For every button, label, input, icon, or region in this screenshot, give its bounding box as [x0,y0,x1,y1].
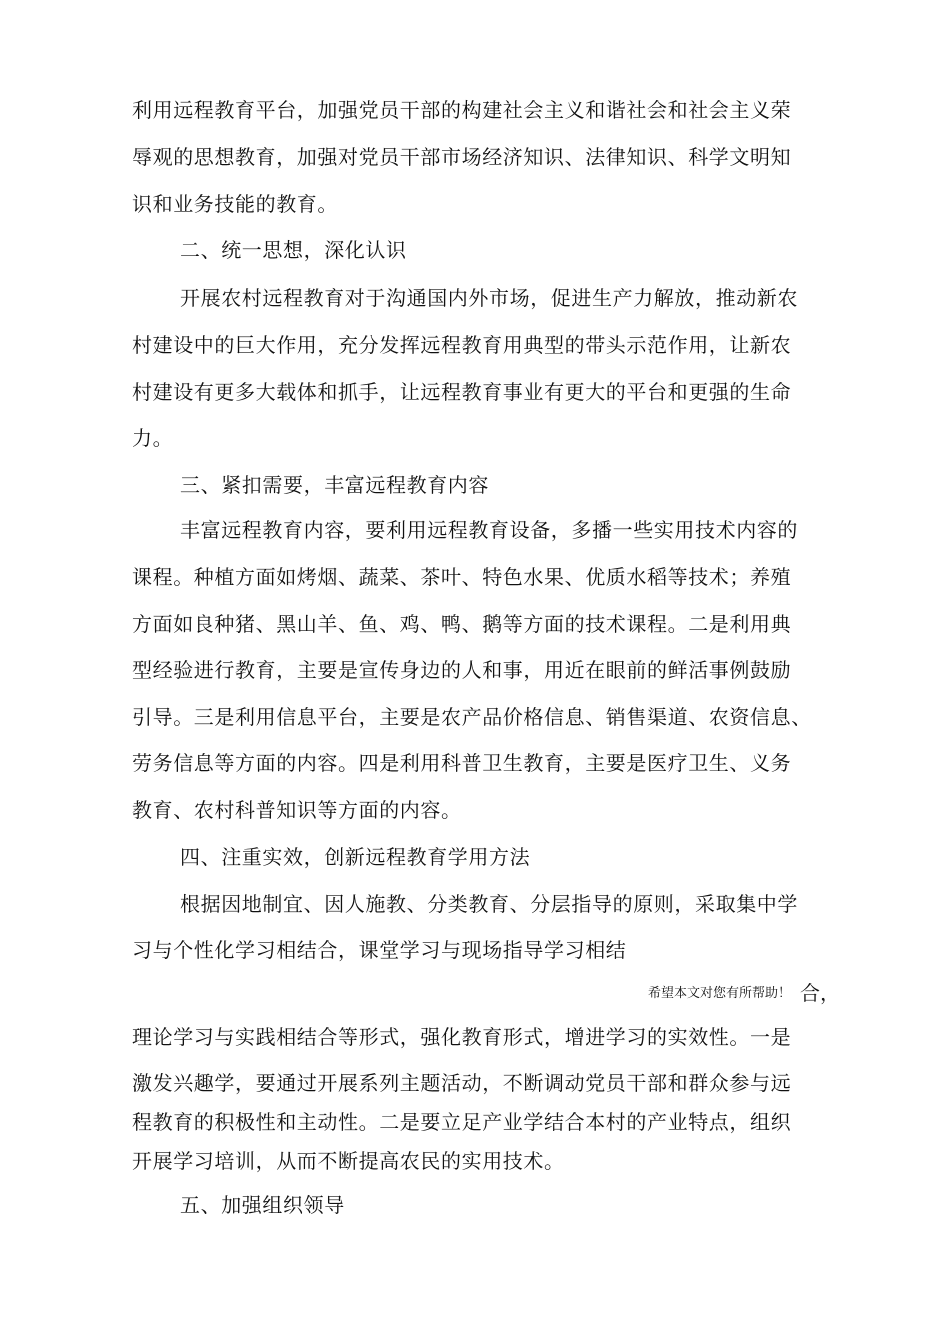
paragraph-line: 程教育的积极性和主动性。二是要立足产业学结合本村的产业特点，组织 [132,1110,792,1134]
paragraph-line: 教育、农村科普知识等方面的内容。 [132,798,462,822]
paragraph-line: 力。 [132,426,174,450]
paragraph-line: 理论学习与实践相结合等形式，强化教育形式，增进学习的实效性。一是 [132,1025,792,1049]
paragraph-line: 村建设有更多大载体和抓手，让远程教育事业有更大的平台和更强的生命 [132,380,792,404]
footer-note: 希望本文对您有所帮助！ [648,986,792,1001]
paragraph-line: 利用远程教育平台，加强党员干部的构建社会主义和谐社会和社会主义荣 [132,98,792,122]
footer-note-tail: 合， [800,981,840,1005]
paragraph-line: 激发兴趣学，要通过开展系列主题活动，不断调动党员干部和群众参与远 [132,1071,792,1095]
paragraph-line: 辱观的思想教育，加强对党员干部市场经济知识、法律知识、科学文明知 [132,145,792,169]
paragraph-line: 引导。三是利用信息平台，主要是农产品价格信息、销售渠道、农资信息、 [132,705,812,729]
paragraph-line: 型经验进行教育，主要是宣传身边的人和事，用近在眼前的鲜活事例鼓励 [132,658,792,682]
paragraph-line: 识和业务技能的教育。 [132,192,338,216]
section-heading-2: 二、统一思想，深化认识 [180,238,407,262]
section-heading-5: 五、加强组织领导 [180,1193,345,1217]
paragraph-line: 根据因地制宜、因人施教、分类教育、分层指导的原则，采取集中学 [180,892,798,916]
paragraph-line: 劳务信息等方面的内容。四是利用科普卫生教育，主要是医疗卫生、义务 [132,751,792,775]
section-heading-4: 四、注重实效，创新远程教育学用方法 [180,845,531,869]
paragraph-line: 丰富远程教育内容，要利用远程教育设备，多播一些实用技术内容的 [180,518,798,542]
paragraph-line: 村建设中的巨大作用，充分发挥远程教育用典型的带头示范作用，让新农 [132,333,792,357]
paragraph-line: 开展农村远程教育对于沟通国内外市场，促进生产力解放，推动新农 [180,286,798,310]
paragraph-line: 开展学习培训，从而不断提高农民的实用技术。 [132,1149,565,1173]
paragraph-line: 课程。种植方面如烤烟、蔬菜、茶叶、特色水果、优质水稻等技术；养殖 [132,565,792,589]
section-heading-3: 三、紧扣需要，丰富远程教育内容 [180,473,489,497]
paragraph-line: 方面如良种猪、黑山羊、鱼、鸡、鸭、鹅等方面的技术课程。二是利用典 [132,612,792,636]
paragraph-line: 习与个性化学习相结合，课堂学习与现场指导学习相结 [132,938,627,962]
